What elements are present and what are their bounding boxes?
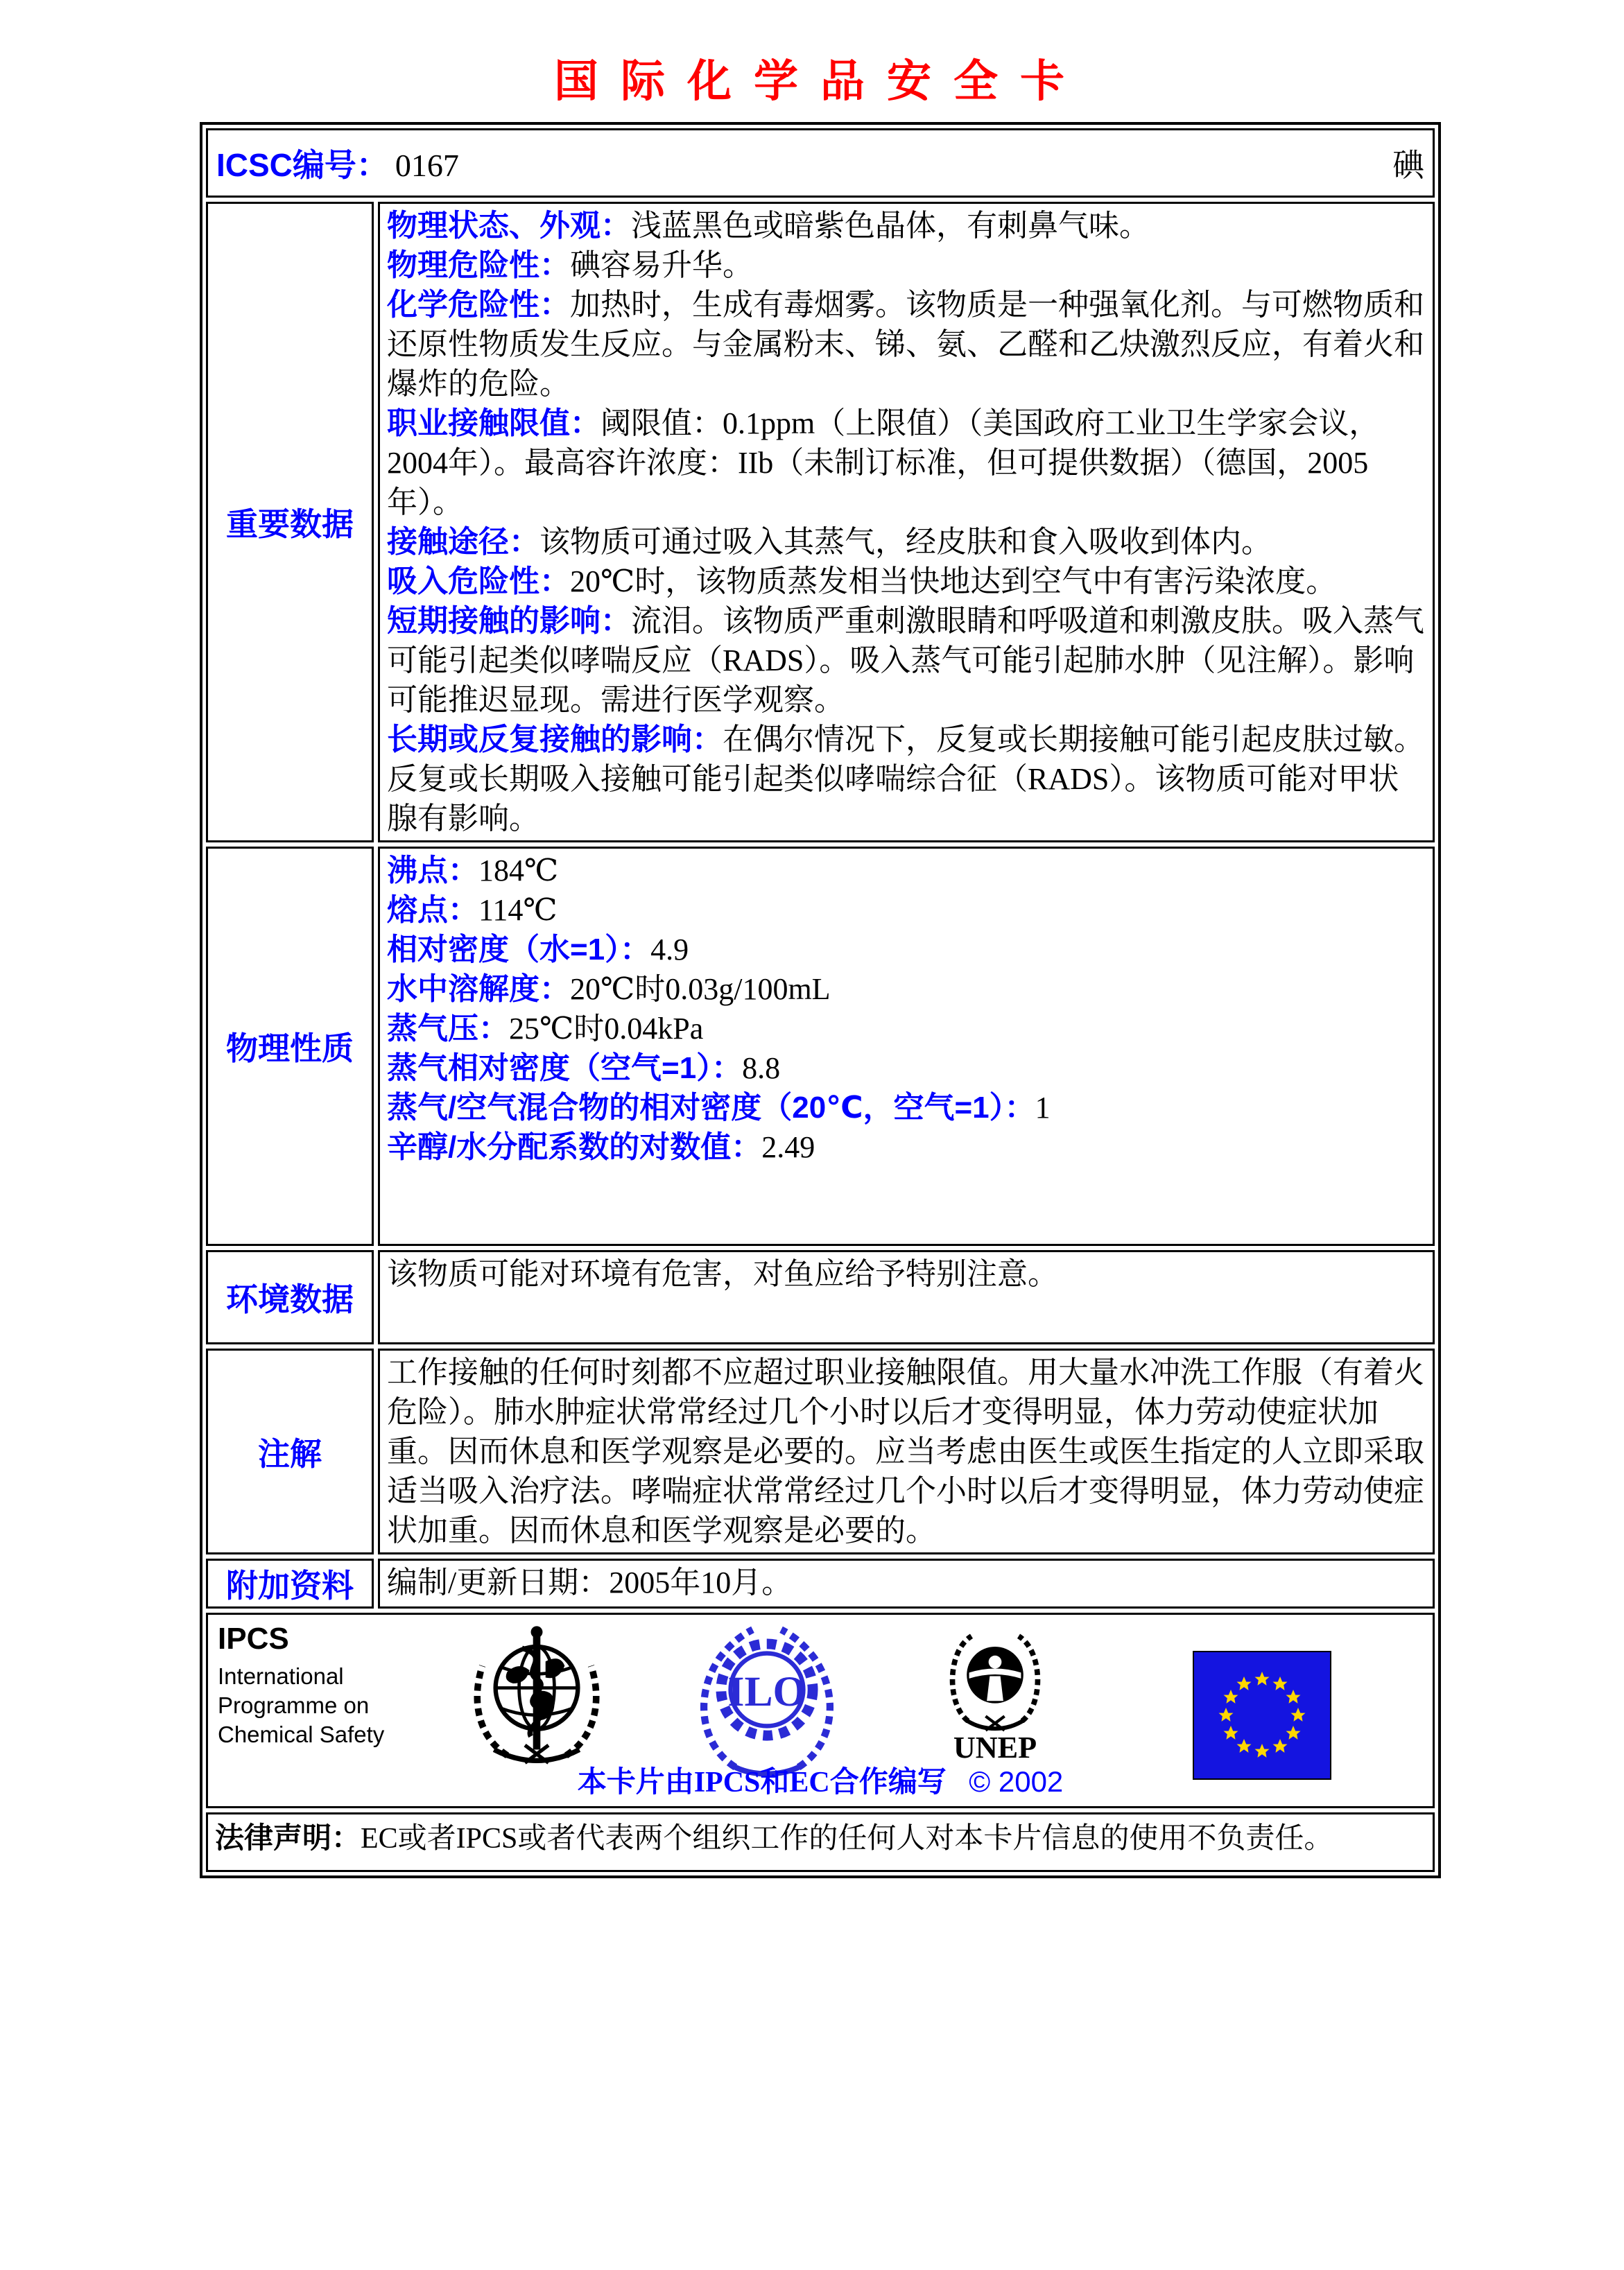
section-content-important-data [378, 202, 1435, 842]
property-row [387, 1088, 1426, 1127]
property-value: 8.8 [742, 1051, 781, 1085]
item-text: 在偶尔情况下，反复或长期接触可能引起皮肤过敏。反复或长期吸入接触可能引起类似哮喘综合征（RADS）。该物质可能对甲状腺有影响。 [387, 722, 1424, 835]
unep-letters: UNEP [953, 1730, 1037, 1765]
item-text: 浅蓝黑色或暗紫色晶体，有刺鼻气味。 [631, 209, 1150, 243]
property-label: 熔点： [387, 893, 478, 927]
logos-row [218, 1622, 1423, 1780]
ilo-logo-icon [688, 1622, 846, 1780]
data-item [387, 404, 1426, 522]
property-value: 114℃ [478, 893, 558, 927]
item-text: 加热时，生成有毒烟雾。该物质是一种强氧化剂。与可燃物质和还原性物质发生反应。与金属粉末、锑、氨、乙醛和乙炔激烈反应，有着火和爆炸的危险。 [387, 288, 1424, 401]
ipcs-line1: International [218, 1663, 344, 1689]
property-label: 蒸气压： [387, 1012, 509, 1046]
legal-disclaimer-box [206, 1812, 1435, 1872]
item-text: 该物质可通过吸入其蒸气，经皮肤和食入吸收到体内。 [539, 525, 1272, 559]
legal-label: 法律声明： [215, 1821, 361, 1854]
ipcs-acronym: IPCS [218, 1622, 289, 1656]
data-item [387, 206, 1426, 245]
item-text: 阈限值：0.1ppm（上限值）（美国政府工业卫生学家会议，2004年）。最高容许浓度：IIb（未制订标准，但可提供数据）（德国，2005年）。 [387, 406, 1380, 519]
footer-logos-box [206, 1613, 1435, 1808]
property-row [387, 1127, 1426, 1167]
section-content-notes [378, 1349, 1435, 1554]
data-item [387, 601, 1426, 720]
section-label-physical-properties: 物理性质 [206, 847, 374, 1246]
safety-card-table [200, 122, 1441, 1878]
property-row [387, 851, 1426, 890]
copyright-text: © 2002 [969, 1765, 1064, 1798]
item-text: 碘容易升华。 [570, 248, 753, 282]
section-physical-properties [206, 847, 1435, 1246]
cooperation-line [208, 1759, 1433, 1801]
property-value: 2.49 [761, 1130, 815, 1164]
property-label: 水中溶解度： [387, 972, 570, 1006]
section-additional-info [206, 1559, 1435, 1609]
data-item [387, 285, 1426, 404]
property-label: 相对密度（水=1）： [387, 933, 651, 967]
property-value: 184℃ [478, 854, 559, 887]
property-row [387, 930, 1426, 969]
substance-name: 碘 [1392, 148, 1424, 183]
unep-logo-icon [936, 1622, 1054, 1766]
item-label: 化学危险性： [387, 288, 570, 322]
section-label-important-data: 重要数据 [206, 202, 374, 842]
data-item [387, 522, 1426, 562]
environmental-text: 该物质可能对环境有危害，对鱼应给予特别注意。 [387, 1257, 1058, 1291]
additional-info-text: 编制/更新日期：2005年10月。 [387, 1566, 793, 1600]
ipcs-wordmark [218, 1622, 404, 1749]
item-label: 接触途径： [387, 525, 539, 559]
notes-text: 工作接触的任何时刻都不应超过职业接触限值。用大量水冲洗工作服（有着火危险）。肺水肿症状常常经过几个小时以后才变得明显，体力劳动使症状加重。因而休息和医学观察是必要的。应当考虑由医生或医生指定的人立即采取适当吸入治疗法。哮喘症状常常经过几个小时以后才变得明显，体力劳动使症状加重。因而休息和医学观察是必要的。 [387, 1355, 1424, 1548]
section-label-notes: 注解 [206, 1349, 374, 1554]
section-content-additional-info [378, 1559, 1435, 1609]
item-label: 物理状态、外观： [387, 209, 631, 243]
section-label-additional-info: 附加资料 [206, 1559, 374, 1609]
data-item [387, 245, 1426, 285]
property-row [387, 890, 1426, 930]
section-label-environmental-data: 环境数据 [206, 1250, 374, 1344]
property-row [387, 969, 1426, 1009]
property-value: 25℃时0.04kPa [509, 1012, 704, 1046]
icsc-number-label: ICSC编号： [216, 147, 388, 183]
property-label: 蒸气相对密度（空气=1）： [387, 1051, 743, 1085]
property-label: 沸点： [387, 854, 478, 887]
item-label: 职业接触限值： [387, 406, 601, 440]
section-environmental-data [206, 1250, 1435, 1344]
item-label: 长期或反复接触的影响： [387, 722, 723, 756]
page-title: 国际化学品安全卡 [554, 56, 1087, 106]
item-label: 短期接触的影响： [387, 604, 631, 638]
item-label: 物理危险性： [387, 248, 570, 282]
section-content-physical-properties [378, 847, 1435, 1246]
who-logo-icon [463, 1622, 610, 1769]
data-item [387, 562, 1426, 601]
ipcs-line2: Programme on [218, 1692, 370, 1718]
ipcs-line3: Chemical Safety [218, 1722, 385, 1747]
cooperation-text: 本卡片由IPCS和EC合作编写 [577, 1767, 947, 1799]
data-item [387, 720, 1426, 838]
section-important-data [206, 202, 1435, 842]
property-row [387, 1009, 1426, 1048]
item-text: 20℃时，该物质蒸发相当快地达到空气中有害污染浓度。 [570, 564, 1337, 598]
property-row [387, 1048, 1426, 1088]
section-notes [206, 1349, 1435, 1554]
property-label: 蒸气/空气混合物的相对密度（20℃，空气=1）： [387, 1091, 1035, 1125]
property-value: 1 [1035, 1091, 1051, 1125]
item-label: 吸入危险性： [387, 564, 570, 598]
ilo-letters: ILO [727, 1667, 806, 1715]
property-label: 辛醇/水分配系数的对数值： [387, 1130, 762, 1164]
icsc-number-group [216, 140, 459, 186]
property-value: 20℃时0.03g/100mL [570, 972, 831, 1006]
section-content-environmental-data [378, 1250, 1435, 1344]
item-text: 流泪。该物质严重刺激眼睛和呼吸道和刺激皮肤。吸入蒸气可能引起类似哮喘反应（RADS）。吸入蒸气可能引起肺水肿（见注解）。影响可能推迟显现。需进行医学观察。 [387, 604, 1424, 717]
property-value: 4.9 [650, 933, 689, 967]
legal-text: EC或者IPCS或者代表两个组织工作的任何人对本卡片信息的使用不负责任。 [361, 1823, 1333, 1855]
icsc-number-value: 0167 [395, 148, 459, 183]
icsc-header-row [206, 128, 1435, 198]
